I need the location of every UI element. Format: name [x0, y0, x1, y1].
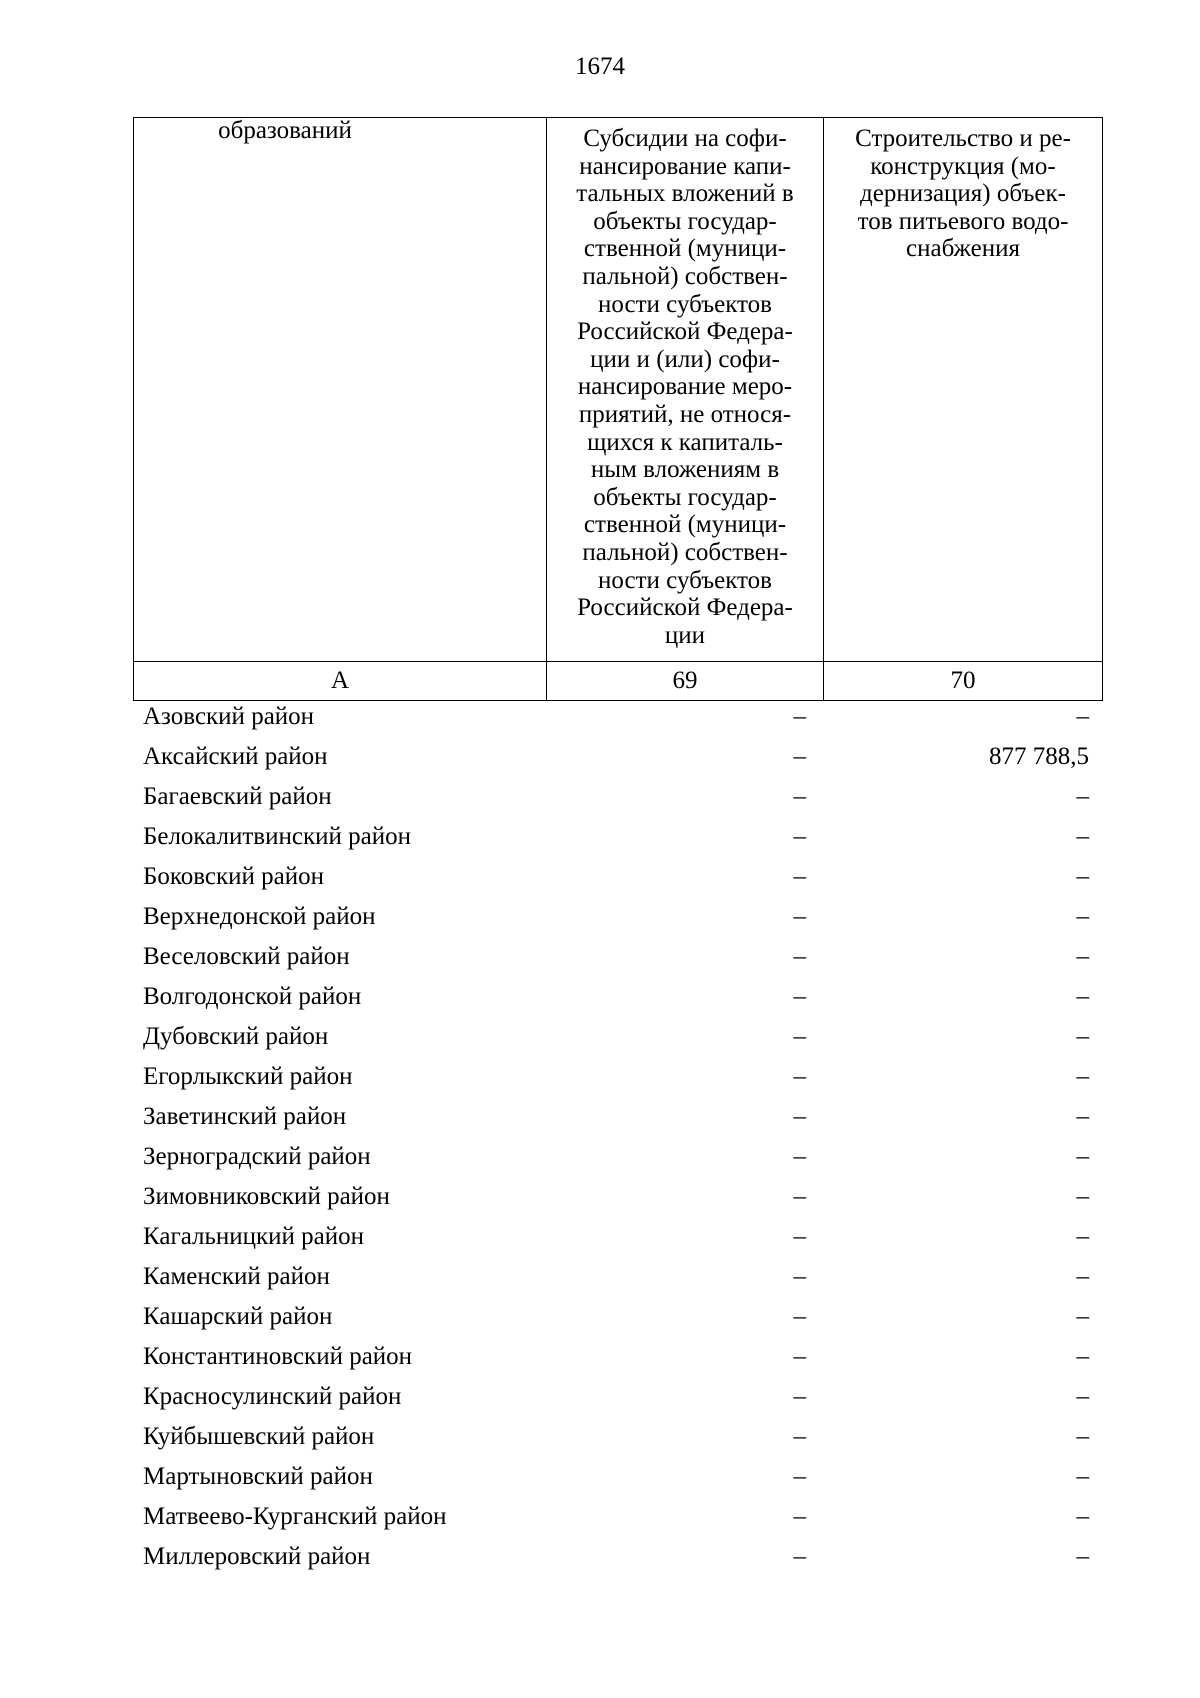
- value-col-70: –: [1076, 1423, 1089, 1450]
- value-col-69: –: [793, 1063, 806, 1090]
- district-name: Кагальницкий район: [143, 1223, 365, 1250]
- value-col-69: –: [793, 1223, 806, 1250]
- table-row: [143, 1097, 1089, 1137]
- district-name: Белокалитвинский район: [143, 823, 411, 850]
- value-col-70: –: [1076, 1143, 1089, 1170]
- district-name: Аксайский район: [143, 743, 328, 770]
- value-col-69: –: [793, 1143, 806, 1170]
- value-col-70: –: [1076, 703, 1089, 730]
- header-col-69-label: Субсидии на софи- нансирование капи- тальных вложений в объекты государ- ственной (муници- пальной) собствен- ности субъектов Российской Федера- ции и (или) софи- нансирование меро- приятий, не относя- щихся к капиталь- ным вложениям в объекты государ- ственной (муници- пальной) собствен- ности субъектов Российской Федера- ции: [576, 125, 794, 649]
- header-col-70-label: Строительство и ре- конструкция (мо- дернизация) объек- тов питьевого водо- снабжения: [855, 125, 1071, 263]
- table-row: [143, 1137, 1089, 1177]
- table-row: [143, 977, 1089, 1017]
- header-row: [134, 118, 1103, 662]
- table-row: [143, 1057, 1089, 1097]
- header-cell-69: [547, 118, 824, 662]
- district-name: Веселовский район: [143, 943, 350, 970]
- table-row: [143, 1257, 1089, 1297]
- value-col-70: –: [1076, 1183, 1089, 1210]
- district-name: Матвеево-Курганский район: [143, 1503, 447, 1530]
- value-col-69: –: [793, 903, 806, 930]
- district-name: Каменский район: [143, 1263, 330, 1290]
- column-number-a: А: [134, 662, 547, 701]
- value-col-70: –: [1076, 823, 1089, 850]
- value-col-70: –: [1076, 983, 1089, 1010]
- table-body: [143, 697, 1089, 1577]
- value-col-70: –: [1076, 1343, 1089, 1370]
- header-cell-name: [134, 118, 547, 662]
- value-col-69: –: [793, 823, 806, 850]
- value-col-69: –: [793, 743, 806, 770]
- table-row: [143, 1537, 1089, 1577]
- district-name: Волгодонской район: [143, 983, 362, 1010]
- value-col-70: –: [1076, 1103, 1089, 1130]
- value-col-70: 877 788,5: [989, 743, 1089, 770]
- value-col-69: –: [793, 983, 806, 1010]
- district-name: Егорлыкский район: [143, 1063, 353, 1090]
- value-col-70: –: [1076, 1263, 1089, 1290]
- district-name: Боковский район: [143, 863, 324, 890]
- value-col-69: –: [793, 1023, 806, 1050]
- district-name: Куйбышевский район: [143, 1423, 375, 1450]
- district-name: Мартыновский район: [143, 1463, 373, 1490]
- value-col-69: –: [793, 1303, 806, 1330]
- district-name: Верхнедонской район: [143, 903, 376, 930]
- value-col-70: –: [1076, 1383, 1089, 1410]
- table-row: [143, 1017, 1089, 1057]
- column-number-row: [134, 662, 1103, 701]
- table-row: [143, 817, 1089, 857]
- district-name: Кашарский район: [143, 1303, 333, 1330]
- value-col-70: –: [1076, 943, 1089, 970]
- value-col-69: –: [793, 943, 806, 970]
- value-col-70: –: [1076, 1303, 1089, 1330]
- table-row: [143, 1297, 1089, 1337]
- value-col-70: –: [1076, 1463, 1089, 1490]
- column-number-70: 70: [824, 662, 1103, 701]
- district-name: Красносулинский район: [143, 1383, 402, 1410]
- value-col-70: –: [1076, 1063, 1089, 1090]
- value-col-69: –: [793, 1103, 806, 1130]
- value-col-69: –: [793, 863, 806, 890]
- table-row: [143, 1217, 1089, 1257]
- table-row: [143, 1457, 1089, 1497]
- value-col-69: –: [793, 1423, 806, 1450]
- value-col-69: –: [793, 703, 806, 730]
- district-name: Миллеровский район: [143, 1543, 371, 1570]
- table-row: [143, 937, 1089, 977]
- table-row: [143, 737, 1089, 777]
- value-col-70: –: [1076, 1023, 1089, 1050]
- table-row: [143, 1177, 1089, 1217]
- table-header: [133, 117, 1103, 701]
- district-name: Зерноградский район: [143, 1143, 371, 1170]
- value-col-69: –: [793, 783, 806, 810]
- value-col-70: –: [1076, 1543, 1089, 1570]
- column-number-69: 69: [547, 662, 824, 701]
- value-col-70: –: [1076, 783, 1089, 810]
- district-name: Константиновский район: [143, 1343, 413, 1370]
- district-name: Багаевский район: [143, 783, 332, 810]
- table-row: [143, 1377, 1089, 1417]
- value-col-69: –: [793, 1383, 806, 1410]
- district-name: Азовский район: [143, 703, 315, 730]
- district-name: Зимовниковский район: [143, 1183, 390, 1210]
- value-col-69: –: [793, 1263, 806, 1290]
- value-col-70: –: [1076, 1223, 1089, 1250]
- table-row: [143, 1337, 1089, 1377]
- value-col-70: –: [1076, 903, 1089, 930]
- value-col-69: –: [793, 1503, 806, 1530]
- header-cell-70: [824, 118, 1103, 662]
- value-col-69: –: [793, 1463, 806, 1490]
- district-name: Заветинский район: [143, 1103, 347, 1130]
- header-col-a-label: образований: [218, 117, 352, 144]
- value-col-69: –: [793, 1183, 806, 1210]
- table-row: [143, 857, 1089, 897]
- table-row: [143, 1417, 1089, 1457]
- table-row: [143, 697, 1089, 737]
- value-col-69: –: [793, 1543, 806, 1570]
- value-col-69: –: [793, 1343, 806, 1370]
- table-row: [143, 777, 1089, 817]
- value-col-70: –: [1076, 1503, 1089, 1530]
- table-row: [143, 1497, 1089, 1537]
- value-col-70: –: [1076, 863, 1089, 890]
- page-number: 1674: [575, 53, 625, 80]
- district-name: Дубовский район: [143, 1023, 329, 1050]
- table-row: [143, 897, 1089, 937]
